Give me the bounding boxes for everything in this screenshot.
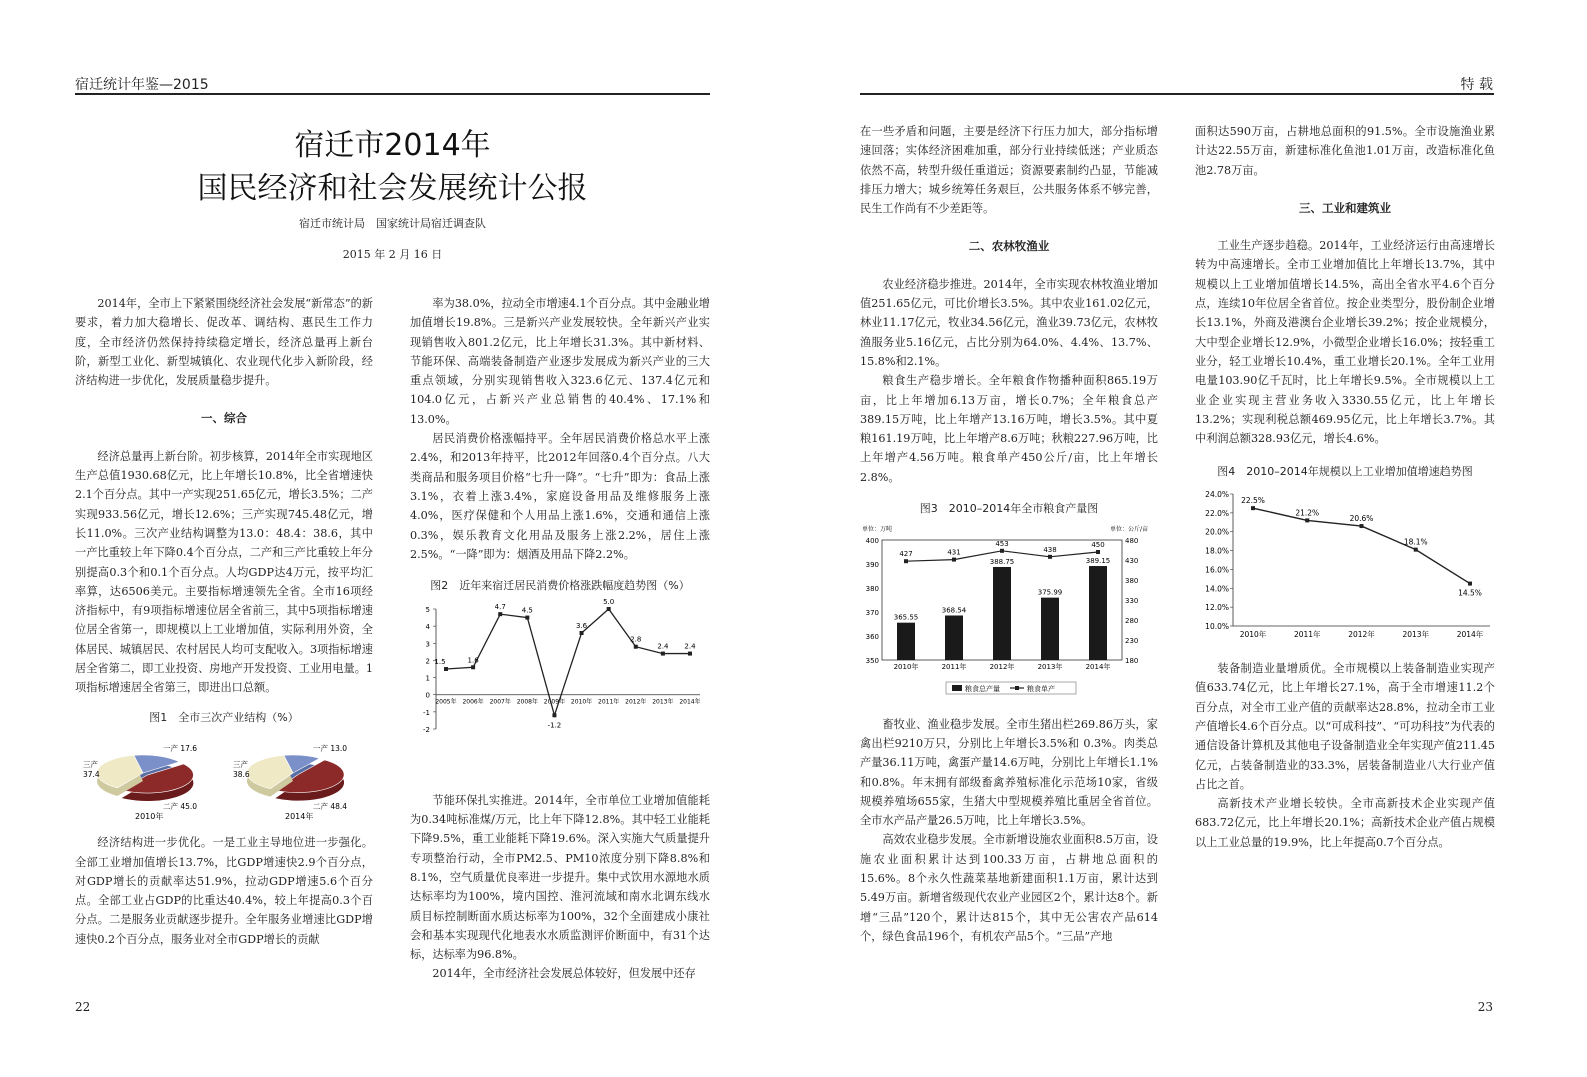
bar-value-label: 365.55 — [893, 614, 919, 623]
bar — [1041, 598, 1059, 660]
y-tick-label-left: 350 — [865, 657, 879, 666]
y-tick-label: 5 — [425, 606, 430, 615]
y-tick-label-left: 360 — [865, 633, 879, 642]
bar-chart-figure3 — [860, 522, 1158, 702]
x-tick-label: 2012年 — [989, 663, 1015, 672]
data-point — [1096, 550, 1100, 554]
paragraph: 在一些矛盾和问题，主要是经济下行压力加大，部分指标增速回落；实体经济困难加重，部分行业持续低迷；产业质态依然不高，转型升级任重道远；资源要素制约凸显，节能减排压力增大；城乡统筹任务艰巨，公共服务体系不够完善，民生工作尚有不少差距等。 — [860, 125, 1158, 216]
bar-value-label: 388.75 — [989, 558, 1015, 567]
y-tick-label-left: 380 — [865, 585, 879, 594]
paragraph: 节能环保扎实推进。2014年，全市单位工业增加值能耗为0.34吨标准煤/万元，比上年下降12.8%。其中轻工业能耗下降9.5%，重工业能耗下降19.6%。深入实施大气质量提升专项整治行动，全市PM2.5、PM10浓度分别下降8.8%和8.1%，空气质量优良率进一步提升。集中式饮用水源地水质达标率均为100%，境内国控、淮河流域和南水北调东线水质目标控制断面水质达标率为100%，32个全面建成小康社会和基本实现现代化地表水水质监测评价断面中，有31个达标，达标率为96.8%。 — [410, 793, 710, 962]
pie-chart-figure1 — [75, 731, 373, 821]
section-heading: 一、综合 — [201, 411, 247, 426]
x-tick-label: 2011年 — [598, 699, 620, 707]
x-tick-label: 2014年 — [1456, 629, 1484, 639]
legend-label: 粮食总产量 — [965, 685, 1000, 694]
data-point — [634, 645, 638, 649]
data-label: 4.5 — [521, 607, 533, 616]
bar-value-label: 368.54 — [941, 606, 967, 615]
y-tick-label-right: 230 — [1125, 637, 1139, 646]
line-value-label: 431 — [947, 548, 961, 557]
data-label: 1.6 — [467, 656, 479, 665]
y-tick-label: 4 — [425, 623, 430, 632]
page-title-line1: 宿迁市2014年 — [294, 128, 491, 163]
y-tick-label: 12.0% — [1205, 602, 1229, 612]
data-point — [525, 616, 529, 620]
y-tick-label: 18.0% — [1205, 546, 1229, 556]
figure-title: 图2 近年来宿迁居民消费价格涨跌幅度趋势图（%） — [430, 579, 690, 593]
paragraph: 粮食生产稳步增长。全年粮食作物播种面积865.19万亩，比上年增加6.13万亩，增长0.7%；全年粮食总产389.15万吨，比上年增产13.16万吨，增长3.5%。其中夏粮161.19万吨，比上年增产8.6万吨；秋粮227.96万吨，比上年增产4.56万吨。粮食单产450公斤/亩，比上年增长2.8%。 — [860, 374, 1158, 484]
y-tick-label-right: 380 — [1125, 577, 1139, 586]
data-label: 1.5 — [434, 658, 446, 667]
data-point — [1048, 555, 1052, 559]
data-label: 2.4 — [657, 643, 669, 652]
data-point — [444, 667, 448, 671]
y-tick-label: 24.0% — [1205, 489, 1229, 499]
pie-label: 一产 17.6 — [163, 743, 198, 753]
page-title-line2: 国民经济和社会发展统计公报 — [197, 171, 588, 206]
line-value-label: 450 — [1091, 541, 1105, 550]
y-tick-label-right: 180 — [1125, 657, 1139, 666]
x-tick-label: 2013年 — [1402, 629, 1430, 639]
data-point — [1414, 547, 1418, 551]
line-value-label: 453 — [995, 540, 1009, 549]
data-point — [1468, 581, 1472, 585]
x-tick-label: 2013年 — [1037, 663, 1063, 672]
data-point — [661, 652, 665, 656]
bar — [1089, 566, 1107, 660]
y-tick-label-right: 330 — [1125, 597, 1139, 606]
line-chart-figure2 — [410, 599, 710, 774]
pie-label: 37.4 — [83, 769, 100, 779]
data-label: 21.2% — [1295, 508, 1320, 518]
bar — [897, 623, 915, 660]
page-number-right: 23 — [1477, 1000, 1493, 1014]
x-tick-label: 2010年 — [1239, 629, 1267, 639]
x-tick-label: 2013年 — [652, 699, 674, 707]
data-label: 3.6 — [575, 622, 588, 631]
figure-title: 图3 2010–2014年全市粮食产量图 — [919, 502, 1099, 516]
paragraph: 率为38.0%，拉动全市增速4.1个百分点。其中金融业增加值增长19.8%。三是新兴产业发展较快。全年新兴产业实现销售收入801.2亿元，比上年增长31.3%。其中新材料、节能环保、高端装备制造产业逐步发展成为新兴产业的三大重点领域，分别实现销售收入323.6亿元、137.4亿元和104.0亿元，占新兴产业总销售的40.4%、17.1%和13.0%。 — [410, 297, 710, 426]
byline: 宿迁市统计局 国家统计局宿迁调查队 — [299, 217, 486, 230]
line-value-label: 438 — [1043, 546, 1057, 555]
data-point — [1305, 518, 1309, 522]
legend-label: 粮食单产 — [1027, 685, 1055, 694]
paragraph: 面积达590万亩，占耕地总面积的91.5%。全市设施渔业累计达22.55万亩，新建标准化鱼池1.01万亩，改造标准化鱼池2.78万亩。 — [1195, 125, 1495, 177]
paragraph: 经济总量再上新台阶。初步核算，2014年全市实现地区生产总值1930.68亿元，比上年增长10.8%，比全省增速快2.1个百分点。其中一产实现251.65亿元，增长3.5%；二产实现933.56亿元，增长12.6%；三产实现745.48亿元，增长11.0%。三次产业结构调整为13.0：48.4：38.6，其中一产比重较上年下降0.4个百分点，二产和三产比重较上年分别提高0.3个和0.1个百分点。人均GDP达4万元，按平均汇率算，达6506美元。主要指标增速领先全省。全市16项经济指标中，有9项指标增速位居全省前三，其中5项指标增速位居全省第一，即规模以上工业增加值，实际利用外资，全体居民、城镇居民、农村居民人均可支配收入。3项指标增速居全省第二，即工业投资、房地产开发投资、工业用电量。1项指标增速居全省第三，即进出口总额。 — [75, 449, 373, 695]
x-tick-label: 2010年 — [893, 663, 919, 672]
x-tick-label: 2012年 — [1348, 629, 1375, 639]
figure-title: 图4 2010–2014年规模以上工业增加值增速趋势图 — [1217, 465, 1473, 479]
pie-label: 三产 — [83, 759, 98, 769]
data-point — [580, 631, 584, 635]
bar-value-label: 389.15 — [1085, 557, 1111, 566]
bar — [945, 616, 963, 660]
section-heading: 二、农林牧渔业 — [968, 239, 1050, 254]
column-3 — [860, 122, 1158, 946]
x-tick-label: 2012年 — [625, 699, 647, 707]
legend-marker — [1015, 686, 1019, 690]
x-tick-label: 2009年 — [543, 699, 566, 707]
data-point — [904, 560, 908, 564]
bar — [993, 567, 1011, 660]
paragraph: 2014年，全市上下紧紧围绕经济社会发展“新常态”的新要求，着力加大稳增长、促改革、调结构、惠民生工作力度，全市经济仍然保持持续稳定增长，经济总量再上新台阶，新型工业化、新型城镇化、农业现代化步入新阶段，经济结构进一步优化，发展质量稳步提升。 — [75, 297, 373, 388]
y-tick-label: 1 — [425, 675, 430, 684]
data-point — [952, 558, 956, 562]
data-point — [498, 613, 502, 617]
pie-label: 38.6 — [233, 769, 250, 779]
data-label: 18.1% — [1403, 537, 1428, 547]
x-tick-label: 2007年 — [489, 699, 511, 707]
data-point — [552, 714, 556, 718]
line-value-label: 427 — [899, 550, 913, 559]
data-label: 4.7 — [494, 603, 506, 612]
column-1 — [75, 294, 373, 949]
legend-swatch-bar — [952, 685, 962, 691]
data-point — [1251, 506, 1255, 510]
y-tick-label: 16.0% — [1205, 565, 1229, 575]
data-label: 2.8 — [630, 636, 642, 645]
x-tick-label: 2008年 — [516, 699, 538, 707]
paragraph: 装备制造业量增质优。全市规模以上装备制造业实现产值633.74亿元，比上年增长27.1%，高于全市增速11.2个百分点，对全市工业产值的贡献率达28.8%，拉动全市工业产值增长4.6个百分点。以“可成科技”、“可功科技”为代表的通信设备计算机及其他电子设备制造业全年实现产值211.45亿元，占装备制造业的33.3%，居装备制造业八大行业产值占比之首。 — [1195, 662, 1495, 791]
running-header-right: 特 载 — [1460, 77, 1493, 93]
header-rule-right — [860, 93, 1494, 95]
y-tick-label: 14.0% — [1205, 584, 1229, 594]
y-axis-unit-left: 单位：万吨 — [862, 526, 893, 534]
x-tick-label: 2006年 — [462, 699, 484, 707]
publish-date: 2015 年 2 月 16 日 — [342, 248, 443, 261]
paragraph: 2014年，全市经济社会发展总体较好，但发展中还存 — [432, 967, 696, 981]
data-point — [1000, 549, 1004, 553]
line-chart-figure4 — [1195, 486, 1495, 641]
section-heading: 三、工业和建筑业 — [1299, 200, 1391, 215]
y-tick-label-right: 280 — [1125, 617, 1139, 626]
data-point — [1360, 524, 1364, 528]
x-tick-label: 2014年 — [679, 699, 701, 707]
data-point — [688, 652, 692, 656]
pie-label: 二产 45.0 — [163, 801, 198, 811]
y-tick-label-left: 370 — [865, 609, 879, 618]
y-tick-label: 22.0% — [1205, 508, 1229, 518]
y-tick-label: -1 — [423, 709, 430, 718]
x-tick-label: 2005年 — [435, 699, 457, 707]
paragraph: 高新技术产业增长较快。全市高新技术企业实现产值683.72亿元，比上年增长20.1%；高新技术企业产值占规模以上工业总量的19.9%，比上年提高0.7个百分点。 — [1195, 797, 1495, 849]
y-tick-label-right: 480 — [1125, 537, 1139, 546]
x-tick-label: 2011年 — [1293, 629, 1321, 639]
data-label: -1.2 — [547, 721, 562, 730]
column-2 — [410, 294, 710, 984]
data-label: 5.0 — [603, 599, 615, 607]
y-tick-label: 10.0% — [1205, 621, 1229, 631]
data-label: 22.5% — [1241, 495, 1265, 505]
figure-title: 图1 全市三次产业结构（%） — [149, 710, 299, 724]
paragraph: 工业生产逐步趋稳。2014年，工业经济运行由高速增长转为中高速增长。全市工业增加值比上年增长13.7%，其中规模以上工业增加值增长14.5%，高出全省水平4.6个百分点，连续10年位居全省首位。按企业类型分，股份制企业增长13.1%，外商及港澳台企业增长39.2%；按企业规模分，大中型企业增长12.9%，小微型企业增长16.0%；按轻重工业分，轻工业增长10.4%，重工业增长20.1%。全年工业用电量103.90亿千瓦时，比上年增长9.5%。全市规模以上工业企业实现主营业务收入3330.55亿元，比上年增长13.2%；实现利税总额469.95亿元，比上年增长3.7%。其中利润总额328.93亿元，增长4.6%。 — [1195, 239, 1495, 446]
page-number-left: 22 — [75, 1000, 91, 1014]
y-tick-label-left: 390 — [865, 561, 879, 570]
y-tick-label-right: 430 — [1125, 557, 1139, 566]
paragraph: 高效农业稳步发展。全市新增设施农业面积8.5万亩，设施农业面积累计达到100.33万亩，占耕地总面积的15.6%。8个永久性蔬菜基地新建面积1.1万亩，累计达到5.49万亩。新增省级现代农业产业园区2个，累计达8个。新增“三品”120个，累计达815个，其中无公害农产品614个，绿色食品196个，有机农产品5个。“三品”产地 — [860, 833, 1158, 943]
pie-label: 二产 48.4 — [313, 801, 348, 811]
x-tick-label: 2014年 — [1085, 663, 1111, 672]
data-point — [607, 607, 611, 611]
paragraph: 畜牧业、渔业稳步发展。全市生猪出栏269.86万头，家禽出栏9210万只，分别比上年增长3.5%和 0.3%。肉类总产量36.11万吨，禽蛋产量14.6万吨，分别比上年增长1.1%和0.8%。年末拥有部级畜禽养殖标准化示范场10家，省级规模养殖场655家，生猪大中型规模养殖比重居全省首位。 全市水产品产量26.5万吨，比上年增长3.5%。 — [860, 717, 1158, 828]
data-label: 14.5% — [1458, 588, 1482, 598]
y-tick-label: 20.0% — [1205, 527, 1229, 537]
paragraph: 经济结构进一步优化。一是工业主导地位进一步强化。全部工业增加值增长13.7%，比GDP增速快2.9个百分点，对GDP增长的贡献率达51.9%，拉动GDP增速5.6个百分点。全部工业占GDP的比重达40.4%，较上年提高0.3个百分点。二是服务业贡献逐步提升。全年服务业增速比GDP增速快0.2个百分点，服务业对全市GDP增长的贡献 — [75, 836, 373, 946]
y-tick-label: 3 — [425, 640, 430, 649]
bar-value-label: 375.99 — [1037, 588, 1063, 597]
y-tick-label: -2 — [423, 726, 430, 735]
column-4 — [1195, 122, 1495, 852]
paragraph: 居民消费价格涨幅持平。全年居民消费价格总水平上涨2.4%，和2013年持平，比2012年回落0.4个百分点。八大类商品和服务项目价格“七升一降”。“七升”即为：食品上涨3.1%，衣着上涨3.4%，家庭设备用品及维修服务上涨4.0%，医疗保健和个人用品上涨1.6%，交通和通信上涨0.3%，娱乐教育文化用品及服务上涨2.2%，居住上涨2.5%。“一降”即为：烟酒及用品下降2.2%。 — [410, 432, 710, 561]
data-point — [471, 666, 475, 670]
header-rule-left — [75, 93, 710, 95]
pie-year-label: 2014年 — [285, 811, 314, 821]
paragraph: 农业经济稳步推进。2014年，全市实现农林牧渔业增加值251.65亿元，可比价增长3.5%。其中农业161.02亿元，林业11.17亿元，牧业34.56亿元，渔业39.73亿元，农林牧渔服务业5.16亿元，占比分别为64.0%、4.4%、13.7%、15.8%和2.1%。 — [860, 277, 1158, 368]
pie-label: 三产 — [233, 759, 248, 769]
pie-year-label: 2010年 — [135, 811, 164, 821]
data-label: 2.4 — [684, 643, 696, 652]
y-tick-label-left: 400 — [865, 537, 879, 546]
data-label: 20.6% — [1349, 513, 1374, 523]
pie-label: 一产 13.0 — [313, 743, 348, 753]
y-axis-unit-right: 单位：公斤/亩 — [1110, 526, 1149, 534]
running-header-left: 宿迁统计年鉴—2015 — [75, 77, 209, 93]
y-tick-label: 0 — [425, 692, 430, 701]
x-tick-label: 2011年 — [941, 663, 967, 672]
y-tick-label: 2 — [425, 657, 430, 666]
x-tick-label: 2010年 — [570, 699, 593, 707]
